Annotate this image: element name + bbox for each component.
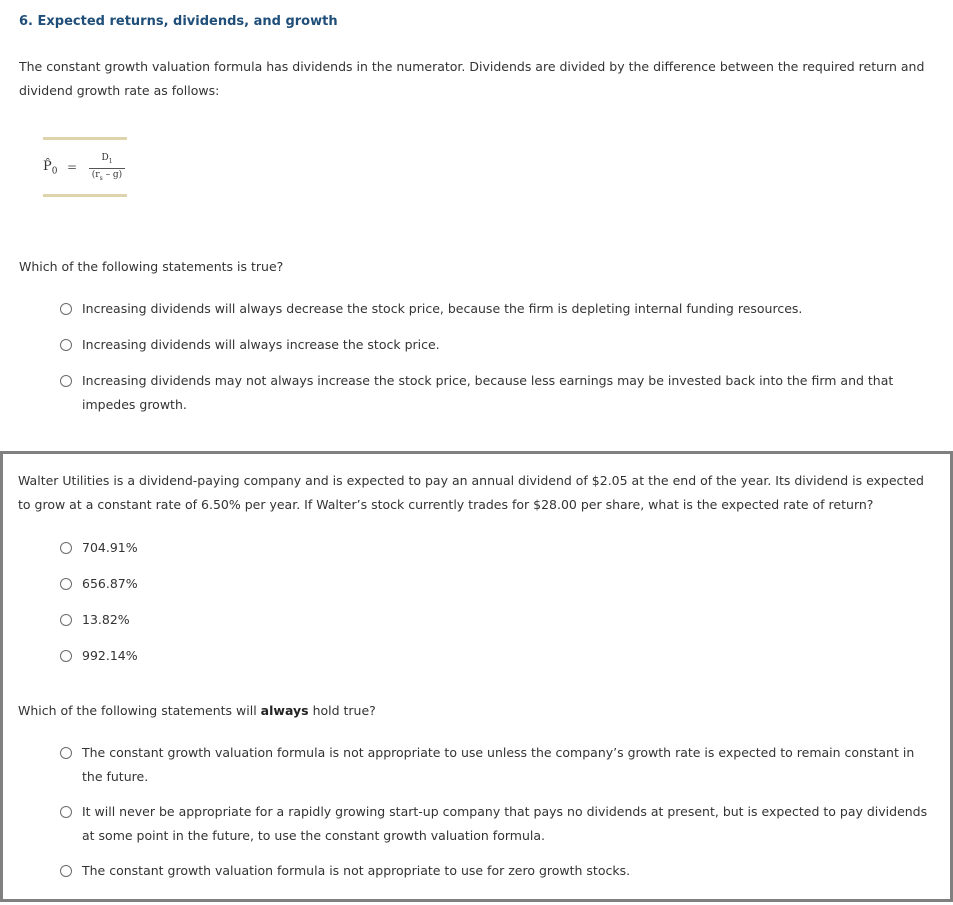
q2-option[interactable]: [60, 608, 130, 632]
q2-prompt: Walter Utilities is a dividend-paying company and is expected to pay an annual dividend of $2.05 at the end of the year. Its dividend is expected to grow at a constant rate of 6.50% per year. If Walter’s stock currently trades for $28.00 per share, what is the expected rate of return?: [18, 473, 924, 512]
option-label: 13.82%: [82, 612, 130, 627]
radio-button[interactable]: [60, 650, 72, 662]
q3-emphasis: always: [260, 703, 309, 718]
q3-option[interactable]: [60, 800, 940, 848]
option-label: Increasing dividends may not always increase the stock price, because less earnings may be invested back into the firm and that impedes growth.: [82, 373, 894, 412]
constant-growth-formula: [43, 136, 127, 198]
q2-option[interactable]: [60, 644, 138, 668]
radio-button[interactable]: [60, 865, 72, 877]
formula-equals: =: [67, 160, 78, 174]
radio-button[interactable]: [60, 542, 72, 554]
q3-option[interactable]: [60, 859, 930, 883]
q3-option[interactable]: [60, 741, 930, 789]
option-label: The constant growth valuation formula is not appropriate to use unless the company’s growth rate is expected to remain constant in the future.: [82, 745, 915, 784]
radio-button[interactable]: [60, 614, 72, 626]
option-label: 992.14%: [82, 648, 138, 663]
q1-option[interactable]: [60, 297, 940, 321]
q2-option[interactable]: [60, 536, 138, 560]
formula-numerator: $D_1$: [101, 153, 113, 165]
formula-top-rule: [43, 137, 127, 140]
formula-fraction: [89, 153, 125, 184]
q3-prompt: Which of the following statements will always hold true?: [18, 703, 376, 718]
radio-button[interactable]: [60, 339, 72, 351]
formula-price: $P̂_0$: [43, 159, 58, 177]
formula-fraction-line: [89, 168, 125, 169]
q2-option[interactable]: [60, 572, 138, 596]
option-label: Increasing dividends will always increase the stock price.: [82, 337, 440, 352]
option-label: 656.87%: [82, 576, 138, 591]
radio-button[interactable]: [60, 747, 72, 759]
q1-option[interactable]: [60, 333, 940, 357]
radio-button[interactable]: [60, 303, 72, 315]
radio-button[interactable]: [60, 578, 72, 590]
radio-button[interactable]: [60, 375, 72, 387]
formula-denominator: $(r_s - g)$: [91, 169, 123, 182]
formula-bottom-rule: [43, 194, 127, 197]
option-label: It will never be appropriate for a rapidly growing start-up company that pays no dividends at present, but is expected to pay dividends at some point in the future, to use the constant growth valuation formula.: [82, 804, 928, 843]
q1-option[interactable]: [60, 369, 940, 417]
option-label: 704.91%: [82, 540, 138, 555]
q1-prompt: Which of the following statements is true?: [19, 259, 284, 274]
question-panel: [0, 451, 953, 902]
option-label: The constant growth valuation formula is not appropriate to use for zero growth stocks.: [82, 863, 631, 878]
page-title: 6. Expected returns, dividends, and growth: [19, 14, 338, 29]
radio-button[interactable]: [60, 806, 72, 818]
intro-text: The constant growth valuation formula has dividends in the numerator. Dividends are divided by the difference between the required return and dividend growth rate as follows:: [19, 59, 925, 98]
option-label: Increasing dividends will always decrease the stock price, because the firm is depleting internal funding resources.: [82, 301, 803, 316]
